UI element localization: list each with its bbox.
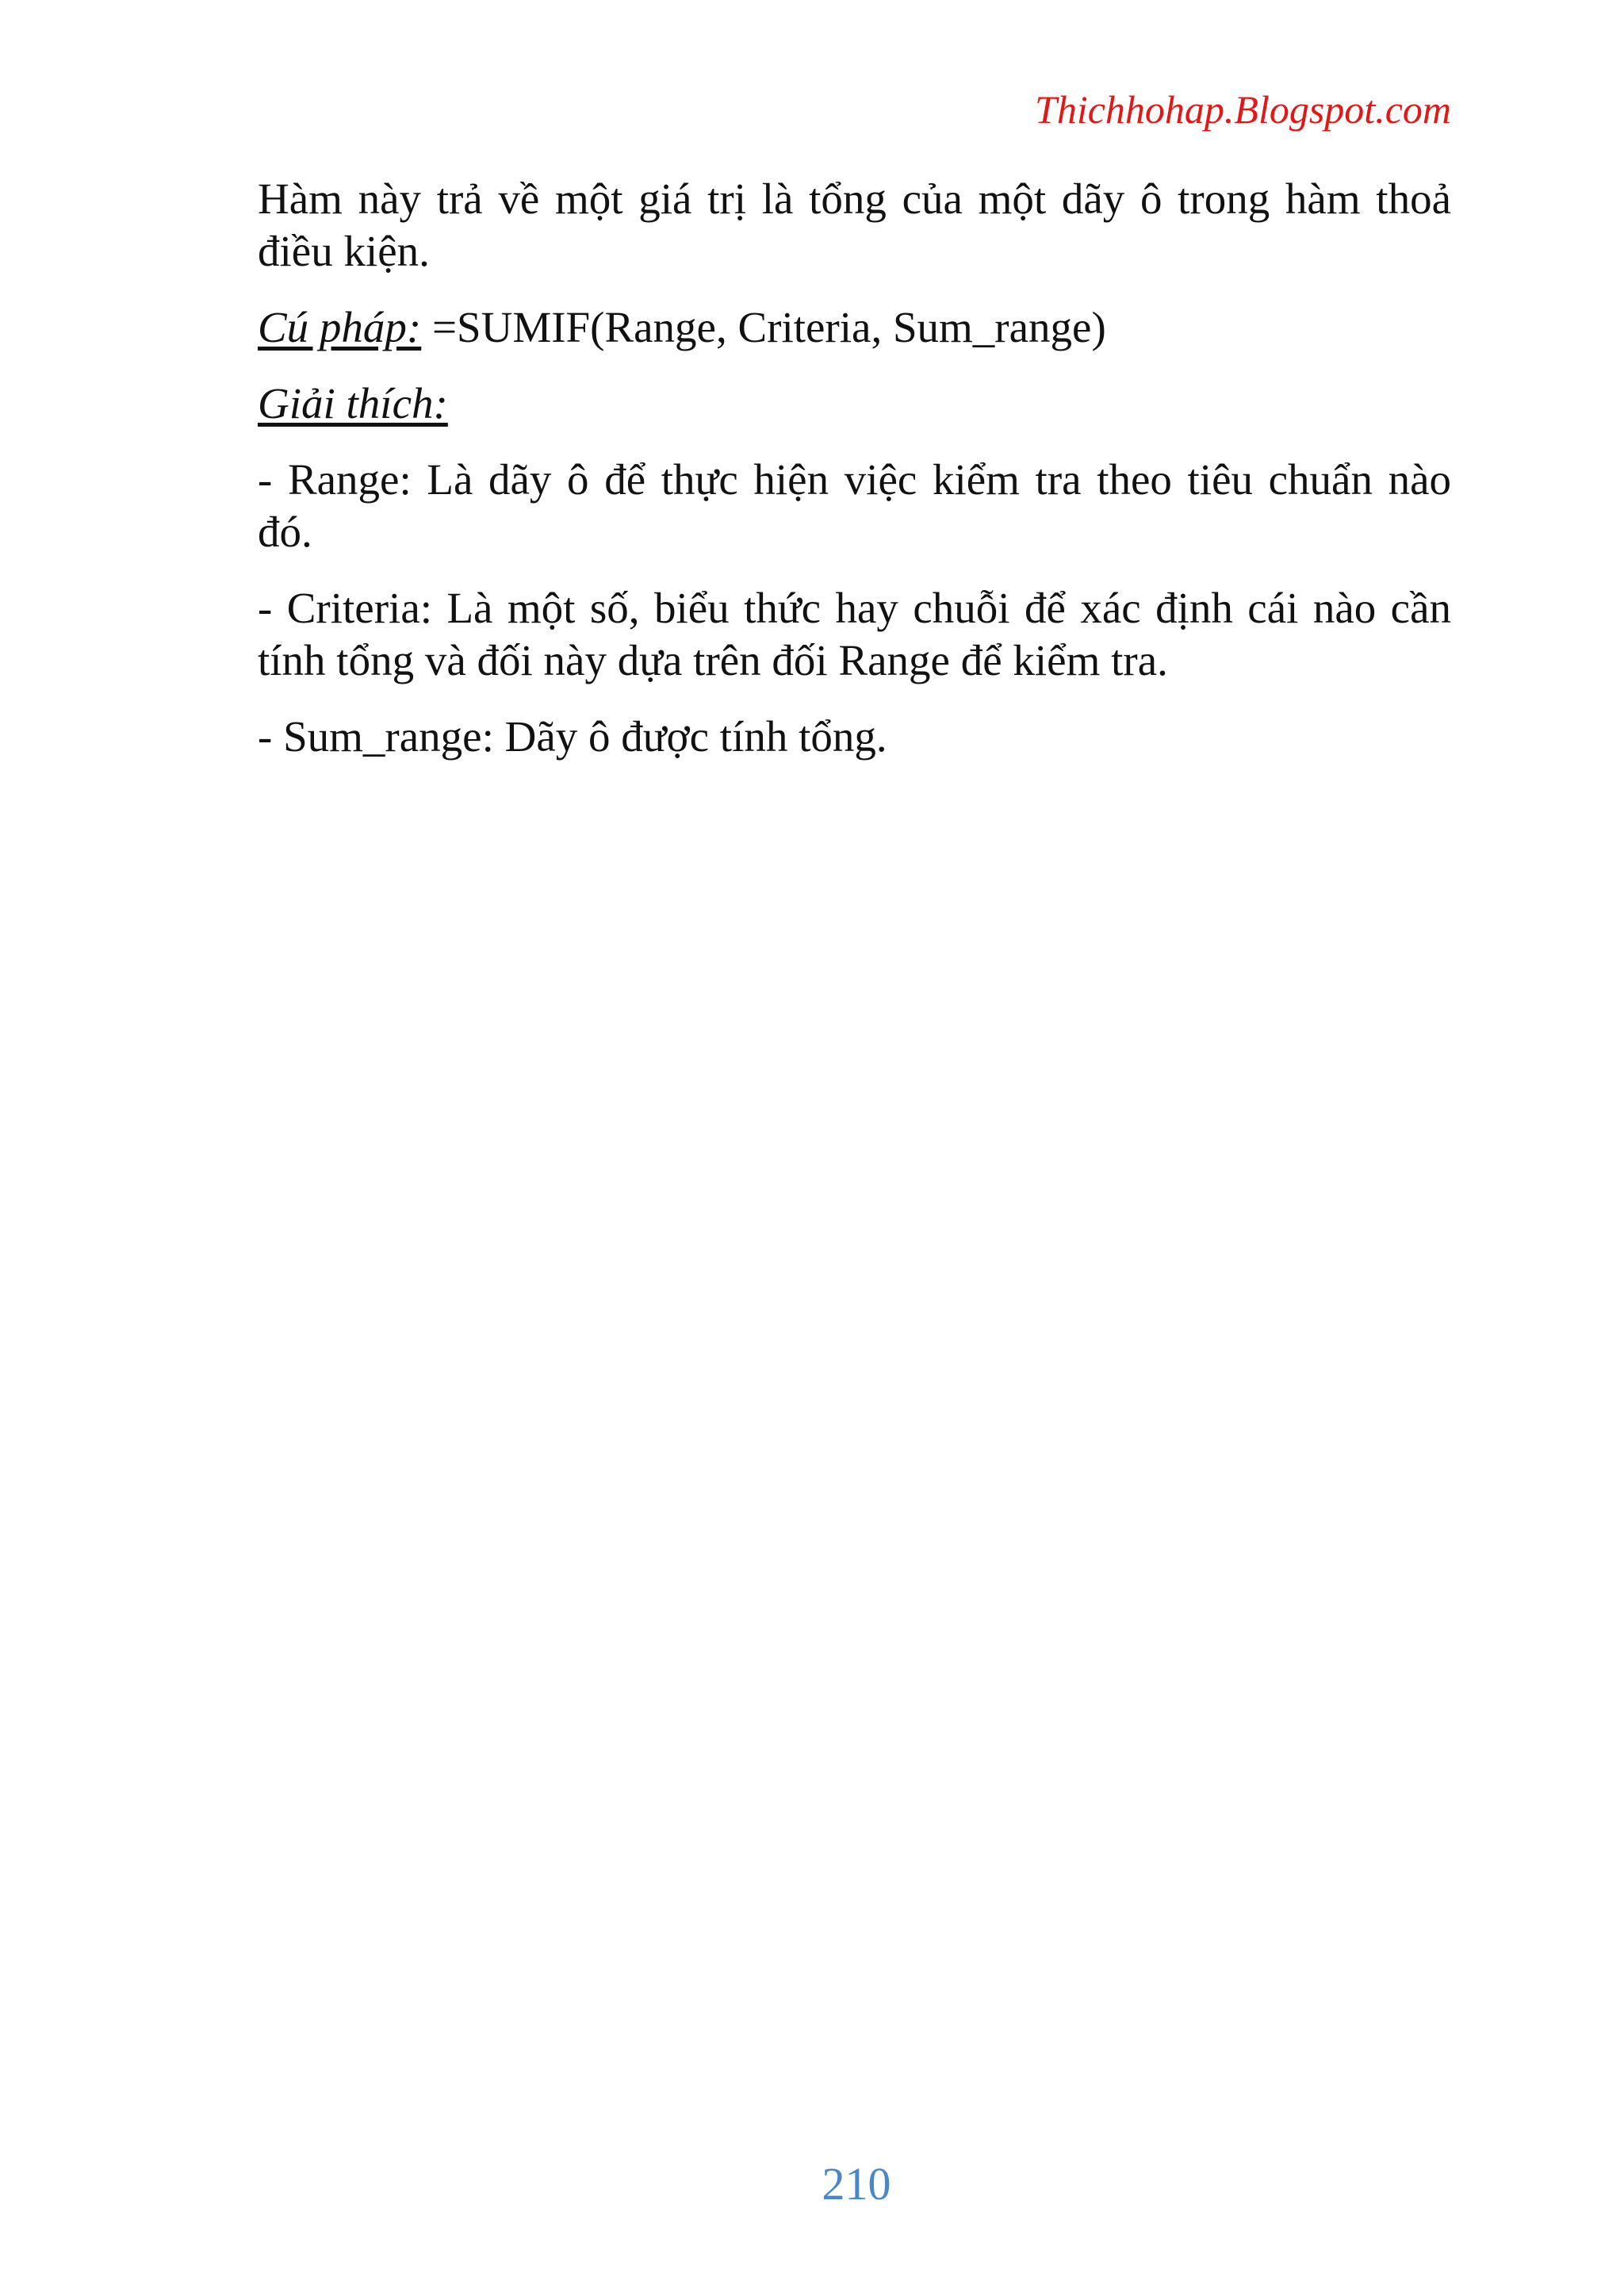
main-content xyxy=(258,173,1451,787)
intro-paragraph: Hàm này trả về một giá trị là tổng của một dãy ô trong hàm thoả điều kiện. xyxy=(258,174,1451,275)
header-site-name: Thichhohap.Blogspot.com xyxy=(1035,87,1451,132)
explain-label: Giải thích: xyxy=(258,379,448,427)
syntax-line xyxy=(258,301,1451,354)
list-item-range: - Range: Là dãy ô để thực hiện việc kiểm tra theo tiêu chuẩn nào đó. xyxy=(258,455,1451,556)
syntax-value: =SUMIF(Range, Criteria, Sum_range) xyxy=(432,303,1106,351)
explain-line xyxy=(258,378,1451,430)
list-item-sum-range: - Sum_range: Dãy ô được tính tổng. xyxy=(258,712,887,761)
syntax-label: Cú pháp: xyxy=(258,303,422,351)
page-number: 210 xyxy=(822,2158,891,2210)
list-item-criteria: - Criteria: Là một số, biểu thức hay chuỗi để xác định cái nào cần tính tổng và đối này dựa trên đối Range để kiểm tra. xyxy=(258,584,1451,684)
